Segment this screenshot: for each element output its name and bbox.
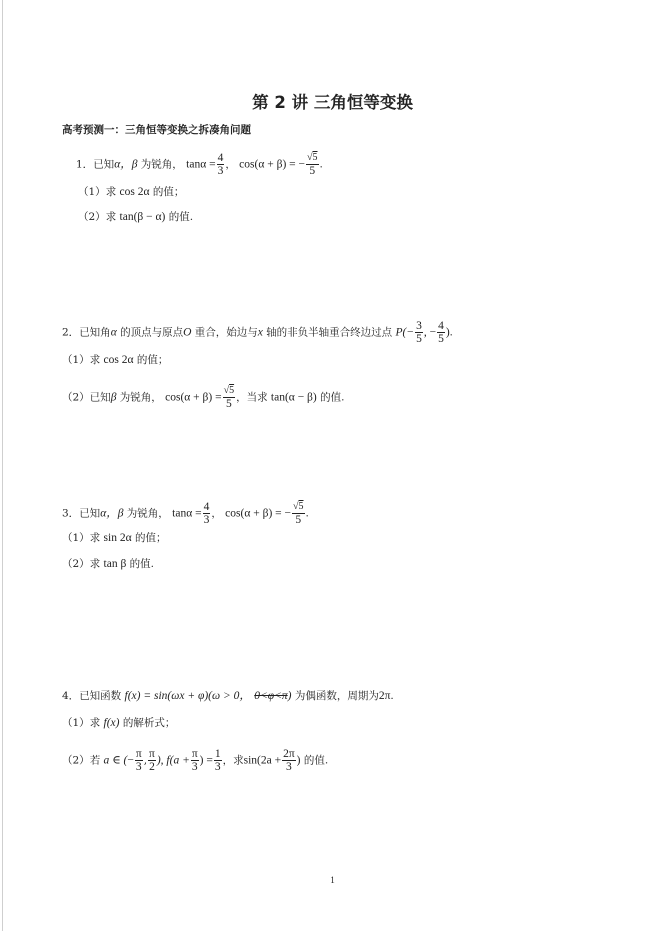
problem-1-part-1: （1）求 cos 2α 的值； (78, 186, 185, 198)
problem-4-part-2: （2）若 a ∈ (− $\frac{\pi}{3}$ , $\frac{\pi}{2}$ ), f(a + $\frac{\pi}{3}$ ) = $\frac{1}{3}$ ，求sin(2a + $\frac{2\pi}{3}$ ) 的值. (62, 748, 329, 773)
problem-4-stem: 4．已知函数 f(x) = sin(ωx + φ)(ω > 0， 0<φ<π) 为偶函数，周期为2π. (62, 690, 394, 702)
fraction: $\frac{2\pi}{3}$ (283, 748, 295, 773)
page-edge (2, 0, 3, 931)
problem-number: 4． (62, 690, 80, 702)
problem-3-part-2: （2）求 tan β 的值. (62, 558, 154, 570)
fraction: $\frac{√5}{5}$ (307, 152, 318, 177)
problem-2-part-2: （2）已知β 为锐角， cos(α + β) = $\frac{√5}{5}$ ，当求 tan(α − β) 的值. (62, 385, 345, 410)
page-number: 1 (330, 875, 335, 885)
problem-2-part-1: （1）求 cos 2α 的值； (62, 354, 169, 366)
problem-1-stem: 1．已知α，β 为锐角， tanα = $\frac{4}{3}$ ， cos(α + β) = − $\frac{√5}{5}$ . (76, 152, 323, 177)
fraction: $\frac{3}{5}$ (416, 320, 422, 345)
problem-number: 2． (62, 326, 80, 339)
fraction: $\frac{√5}{5}$ (223, 385, 235, 410)
problem-number: 1． (76, 158, 94, 171)
fraction: $\frac{\pi}{3}$ (191, 748, 198, 773)
fraction: $\frac{\pi}{3}$ (135, 748, 142, 773)
fraction: $\frac{4}{3}$ (203, 501, 210, 526)
problem-4-part-1: （1）求 f(x) 的解析式； (62, 717, 176, 729)
fraction: $\frac{√5}{5}$ (293, 501, 304, 526)
problem-2-stem: 2．已知角α 的顶点与原点O 重合，始边与x 轴的非负半轴重合终边过点 P(− $\frac{3}{5}$ , − $\frac{4}{5}$ ). (62, 320, 453, 345)
page-title: 第 2 讲 三角恒等变换 (252, 93, 413, 112)
fraction: $\frac{4}{3}$ (217, 152, 224, 177)
problem-3-stem: 3．已知α，β 为锐角， tanα = $\frac{4}{3}$ ， cos(α + β) = − $\frac{√5}{5}$ . (62, 501, 309, 526)
fraction: $\frac{1}{3}$ (214, 748, 221, 773)
section-heading: 高考预测一：三角恒等变换之拆凑角问题 (62, 124, 251, 136)
fraction: $\frac{\pi}{2}$ (149, 748, 155, 773)
problem-number: 3． (62, 507, 80, 520)
problem-1-part-2: （2）求 tan(β − α) 的值. (78, 211, 194, 223)
problem-3-part-1: （1）求 sin 2α 的值； (62, 532, 167, 544)
fraction: $\frac{4}{5}$ (438, 320, 444, 345)
